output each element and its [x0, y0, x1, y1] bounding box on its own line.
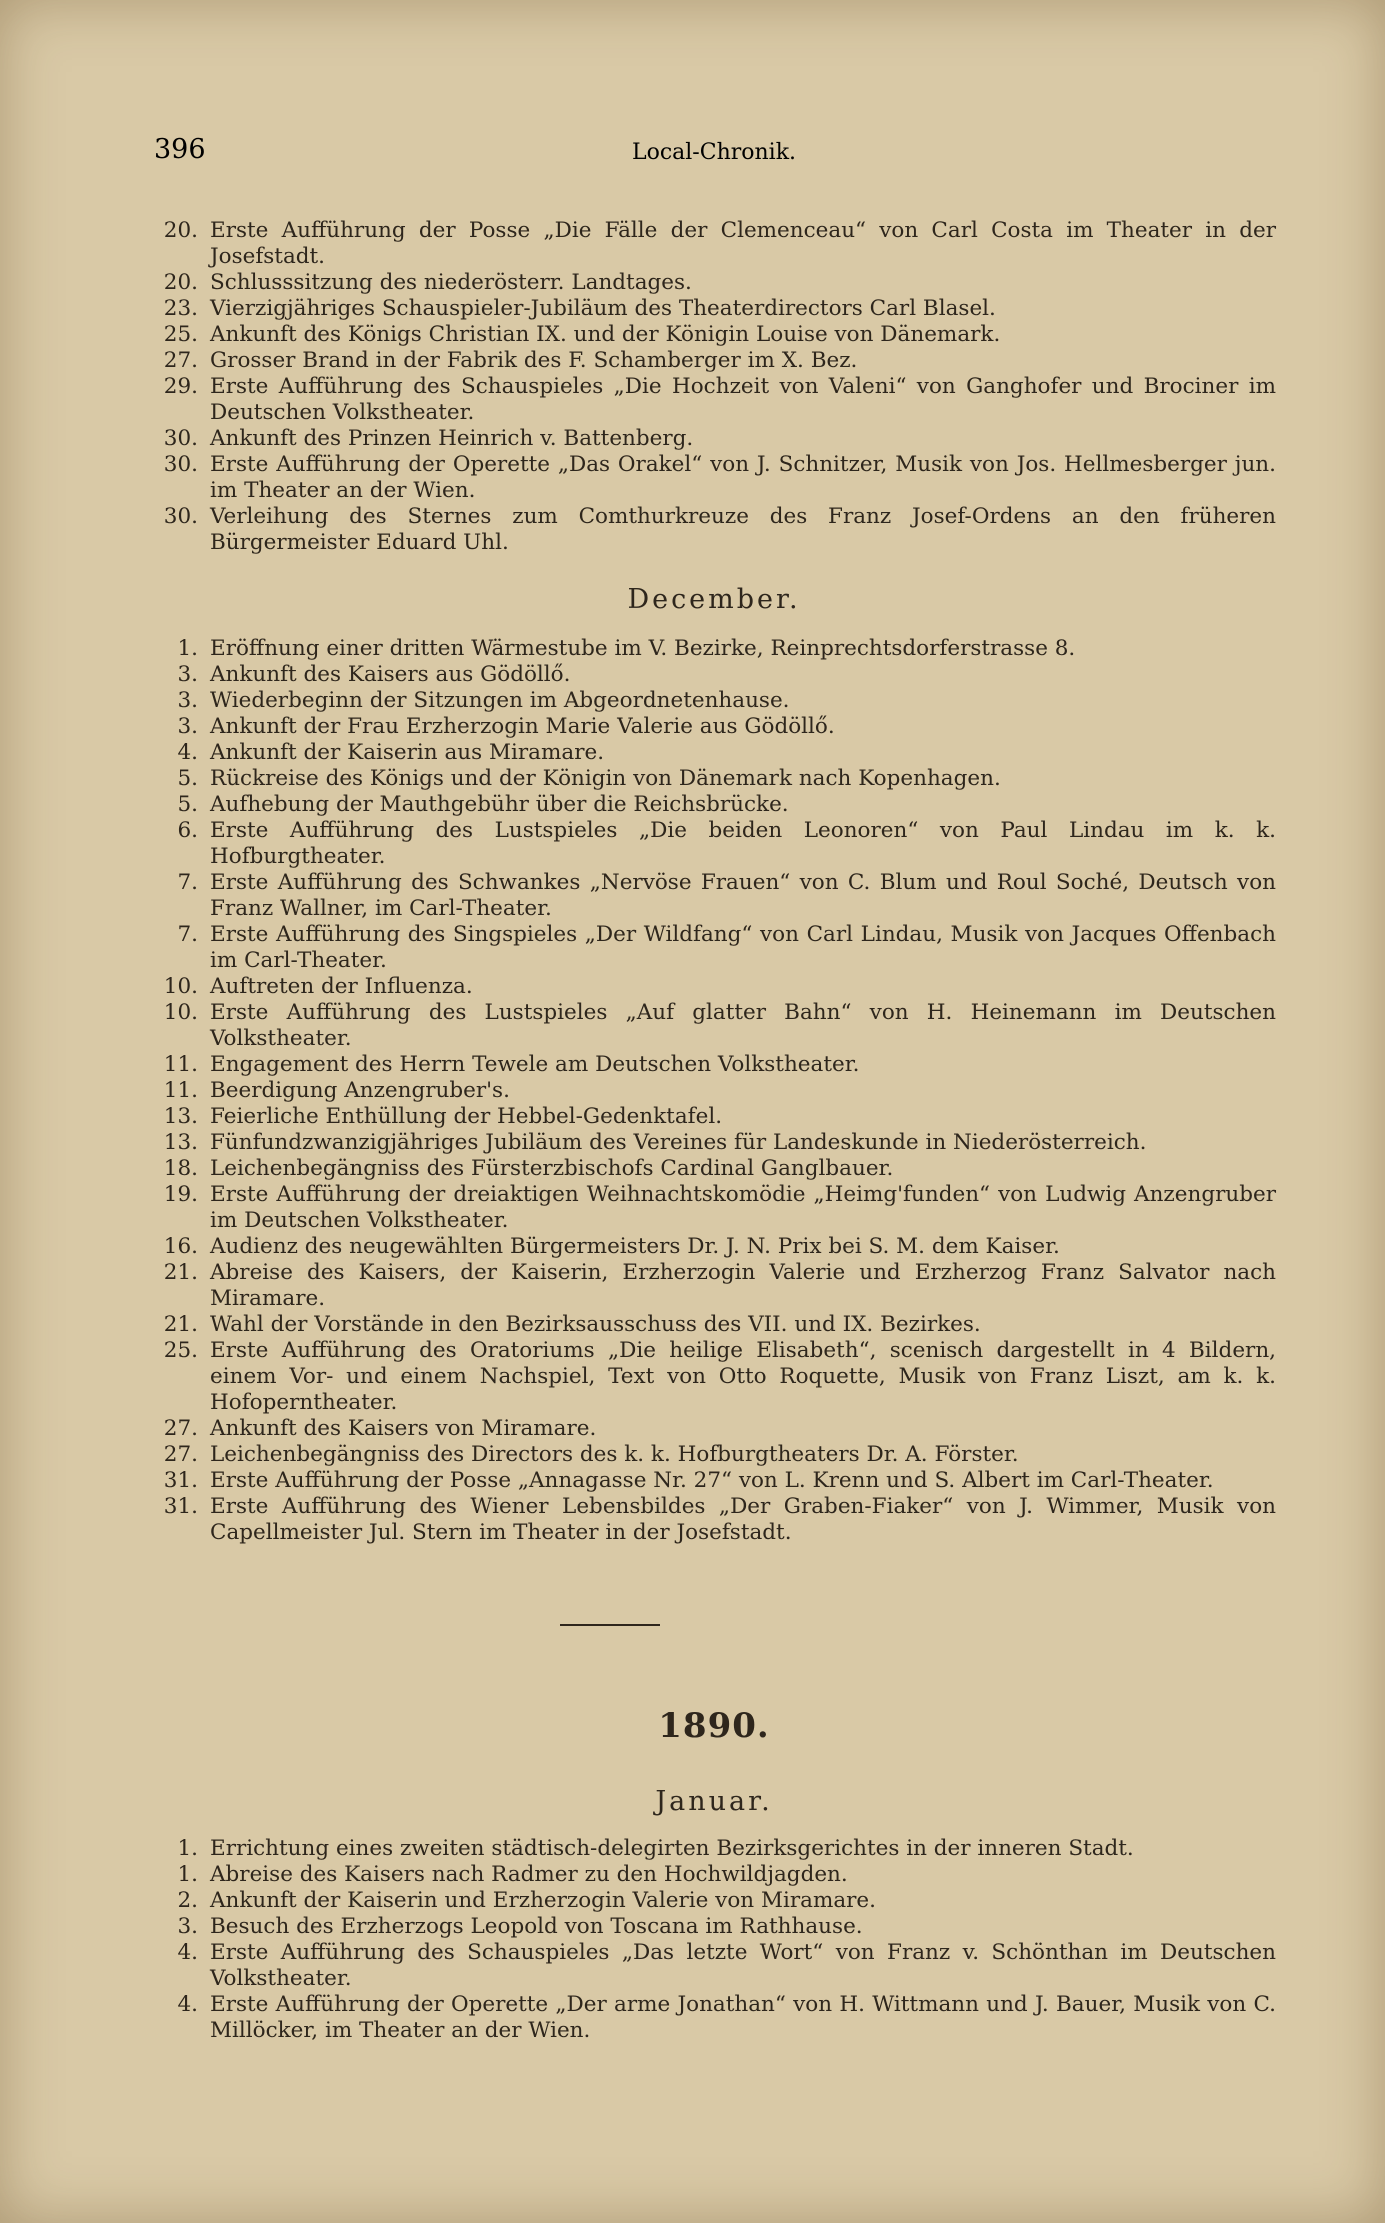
entry-text: Erste Aufführung des Lustspieles „Auf glatter Bahn“ von H. Heinemann im Deutschen Volkstheater.: [210, 1000, 1276, 1051]
chronicle-entry: [152, 1494, 1276, 1546]
entry-text: Erste Aufführung des Schauspieles „Das letzte Wort“ von Franz v. Schönthan im Deutschen Volkstheater.: [210, 1940, 1276, 1991]
chronicle-entry: [152, 1104, 1276, 1130]
entry-text: Rückreise des Königs und der Königin von Dänemark nach Kopenhagen.: [210, 766, 1001, 791]
chronicle-entry: [152, 1156, 1276, 1182]
entry-text: Ankunft der Kaiserin und Erzherzogin Valerie von Miramare.: [210, 1888, 876, 1913]
chronicle-entry: [152, 662, 1276, 688]
entry-day: 6.: [177, 818, 198, 843]
entry-day: 29.: [163, 374, 198, 399]
entry-day: 11.: [163, 1078, 198, 1103]
year-heading: 1890.: [658, 1706, 770, 1746]
chronicle-entry: [152, 1992, 1276, 2044]
chronicle-entry: [152, 688, 1276, 714]
page-header: [152, 134, 1276, 174]
entry-day: 13.: [163, 1130, 198, 1155]
entry-text: Audienz des neugewählten Bürgermeisters Dr. J. N. Prix bei S. M. dem Kaiser.: [210, 1234, 1060, 1259]
chronicle-entry: [152, 636, 1276, 662]
chronicle-entry: [152, 1940, 1276, 1992]
entry-day: 27.: [163, 348, 198, 373]
entry-day: 30.: [163, 504, 198, 529]
entry-text: Erste Aufführung des Schwankes „Nervöse Frauen“ von C. Blum und Roul Soché, Deutsch von Franz Wallner, im Carl-Theater.: [210, 870, 1276, 921]
running-title: Local-Chronik.: [631, 140, 797, 165]
chronicle-entry: [152, 1078, 1276, 1104]
entry-text: Feierliche Enthüllung der Hebbel-Gedenktafel.: [210, 1104, 723, 1129]
chronicle-entry: [152, 348, 1276, 374]
entry-text: Beerdigung Anzengruber's.: [210, 1078, 510, 1103]
chronicle-entry: [152, 922, 1276, 974]
entry-text: Erste Aufführung der dreiaktigen Weihnachtskomödie „Heimg'funden“ von Ludwig Anzengruber im Deutschen Volkstheater.: [210, 1182, 1276, 1233]
entry-text: Erste Aufführung der Operette „Das Orakel“ von J. Schnitzer, Musik von Jos. Hellmesberger jun. im Theater an der Wien.: [210, 452, 1276, 503]
december-heading: December.: [627, 584, 801, 615]
chronicle-entry: [152, 740, 1276, 766]
entry-text: Erste Aufführung des Wiener Lebensbildes „Der Graben-Fiaker“ von J. Wimmer, Musik von Capellmeister Jul. Stern im Theater in der Josefstadt.: [210, 1494, 1276, 1545]
entry-text: Vierzigjähriges Schauspieler-Jubiläum des Theaterdirectors Carl Blasel.: [210, 296, 996, 321]
entry-day: 1.: [177, 1862, 198, 1887]
chronicle-entry: [152, 974, 1276, 1000]
entry-text: Erste Aufführung der Posse „Die Fälle der Clemenceau“ von Carl Costa im Theater in der Josefstadt.: [210, 218, 1276, 269]
entry-day: 23.: [163, 296, 198, 321]
entry-text: Erste Aufführung des Singspieles „Der Wildfang“ von Carl Lindau, Musik von Jacques Offenbach im Carl-Theater.: [210, 922, 1276, 973]
chronicle-entry: [152, 1234, 1276, 1260]
chronicle-entry: [152, 714, 1276, 740]
chronicle-entry: [152, 1182, 1276, 1234]
chronicle-entry: [152, 1416, 1276, 1442]
entry-day: 25.: [163, 322, 198, 347]
chronicle-entry: [152, 1888, 1276, 1914]
page-number: 396: [154, 134, 206, 165]
entry-text: Schlusssitzung des niederösterr. Landtages.: [210, 270, 692, 295]
chronicle-entry: [152, 870, 1276, 922]
entry-text: Errichtung eines zweiten städtisch-delegirten Bezirksgerichtes in der inneren Stadt.: [210, 1836, 1134, 1861]
entry-day: 19.: [163, 1182, 198, 1207]
chronicle-entry: [152, 1338, 1276, 1416]
chronicle-entry: [152, 766, 1276, 792]
entry-text: Leichenbegängniss des Fürsterzbischofs Cardinal Ganglbauer.: [210, 1156, 894, 1181]
entry-text: Wahl der Vorstände in den Bezirksausschuss des VII. und IX. Bezirkes.: [210, 1312, 981, 1337]
section-divider: [560, 1624, 660, 1626]
chronicle-entry: [152, 1000, 1276, 1052]
entry-text: Ankunft der Frau Erzherzogin Marie Valerie aus Gödöllő.: [210, 714, 835, 739]
entry-text: Aufhebung der Mauthgebühr über die Reichsbrücke.: [210, 792, 789, 817]
entry-text: Ankunft des Kaisers aus Gödöllő.: [210, 662, 571, 687]
entry-text: Ankunft des Prinzen Heinrich v. Battenberg.: [210, 426, 694, 451]
entry-day: 27.: [163, 1442, 198, 1467]
entry-text: Auftreten der Influenza.: [210, 974, 473, 999]
chronicle-entry: [152, 374, 1276, 426]
entry-day: 3.: [177, 688, 198, 713]
chronicle-entry: [152, 452, 1276, 504]
entry-day: 20.: [163, 270, 198, 295]
entry-text: Engagement des Herrn Tewele am Deutschen Volkstheater.: [210, 1052, 860, 1077]
entry-day: 16.: [163, 1234, 198, 1259]
chronicle-entry: [152, 818, 1276, 870]
entry-text: Erste Aufführung des Schauspieles „Die Hochzeit von Valeni“ von Ganghofer und Brociner im Deutschen Volkstheater.: [210, 374, 1276, 425]
entry-day: 21.: [163, 1312, 198, 1337]
entry-day: 7.: [177, 870, 198, 895]
entry-text: Wiederbeginn der Sitzungen im Abgeordnetenhause.: [210, 688, 790, 713]
entry-day: 21.: [163, 1260, 198, 1285]
chronicle-entry: [152, 1468, 1276, 1494]
chronicle-entry: [152, 1312, 1276, 1338]
entry-day: 10.: [163, 974, 198, 999]
entry-day: 4.: [177, 1940, 198, 1965]
entry-day: 27.: [163, 1416, 198, 1441]
chronicle-entry: [152, 296, 1276, 322]
entry-day: 1.: [177, 1836, 198, 1861]
entry-day: 3.: [177, 662, 198, 687]
januar-entries: [152, 1836, 1276, 2044]
entry-day: 25.: [163, 1338, 198, 1363]
entry-text: Eröffnung einer dritten Wärmestube im V. Bezirke, Reinprechtsdorferstrasse 8.: [210, 636, 1076, 661]
entry-text: Ankunft des Königs Christian IX. und der Königin Louise von Dänemark.: [210, 322, 1001, 347]
entry-day: 5.: [177, 792, 198, 817]
entry-day: 1.: [177, 636, 198, 661]
januar-heading: Januar.: [655, 1786, 773, 1817]
entry-text: Leichenbegängniss des Directors des k. k. Hofburgtheaters Dr. A. Förster.: [210, 1442, 1019, 1467]
entry-text: Erste Aufführung der Posse „Annagasse Nr. 27“ von L. Krenn und S. Albert im Carl-Theater.: [210, 1468, 1214, 1493]
entry-text: Ankunft der Kaiserin aus Miramare.: [210, 740, 605, 765]
chronicle-entry: [152, 792, 1276, 818]
entry-day: 3.: [177, 1914, 198, 1939]
chronicle-entry: [152, 1130, 1276, 1156]
entry-day: 31.: [163, 1468, 198, 1493]
chronicle-entry: [152, 1052, 1276, 1078]
entry-day: 7.: [177, 922, 198, 947]
entry-day: 4.: [177, 740, 198, 765]
chronicle-entry: [152, 1260, 1276, 1312]
chronicle-entry: [152, 322, 1276, 348]
chronicle-entry: [152, 1862, 1276, 1888]
entry-day: 30.: [163, 452, 198, 477]
entry-day: 5.: [177, 766, 198, 791]
entry-text: Erste Aufführung der Operette „Der arme Jonathan“ von H. Wittmann und J. Bauer, Musik von C. Millöcker, im Theater an der Wien.: [210, 1992, 1276, 2043]
entry-text: Abreise des Kaisers, der Kaiserin, Erzherzogin Valerie und Erzherzog Franz Salvator nach Miramare.: [210, 1260, 1276, 1311]
chronicle-entry: [152, 426, 1276, 452]
entry-day: 4.: [177, 1992, 198, 2017]
entry-day: 10.: [163, 1000, 198, 1025]
entry-text: Ankunft des Kaisers von Miramare.: [210, 1416, 597, 1441]
entry-day: 13.: [163, 1104, 198, 1129]
entry-text: Erste Aufführung des Oratoriums „Die heilige Elisabeth“, scenisch dargestellt in 4 Bildern, einem Vor- und einem Nachspiel, Text von Otto Roquette, Musik von Franz Liszt, am k. k. Hofoperntheater.: [210, 1338, 1276, 1415]
chronicle-entry: [152, 1442, 1276, 1468]
entry-text: Verleihung des Sternes zum Comthurkreuze des Franz Josef-Ordens an den früheren Bürgermeister Eduard Uhl.: [210, 504, 1276, 555]
chronicle-entry: [152, 270, 1276, 296]
chronicle-entry: [152, 1914, 1276, 1940]
entry-day: 31.: [163, 1494, 198, 1519]
entry-text: Erste Aufführung des Lustspieles „Die beiden Leonoren“ von Paul Lindau im k. k. Hofburgtheater.: [210, 818, 1276, 869]
entry-text: Fünfundzwanzigjähriges Jubiläum des Vereines für Landeskunde in Niederösterreich.: [210, 1130, 1147, 1155]
december-entries: [152, 636, 1276, 1546]
november-entries: [152, 218, 1276, 556]
entry-day: 20.: [163, 218, 198, 243]
chronicle-entry: [152, 504, 1276, 556]
entry-day: 18.: [163, 1156, 198, 1181]
entry-text: Grosser Brand in der Fabrik des F. Schamberger im X. Bez.: [210, 348, 858, 373]
entry-text: Besuch des Erzherzogs Leopold von Toscana im Rathhause.: [210, 1914, 863, 1939]
chronicle-entry: [152, 1836, 1276, 1862]
entry-day: 2.: [177, 1888, 198, 1913]
entry-text: Abreise des Kaisers nach Radmer zu den Hochwildjagden.: [210, 1862, 848, 1887]
entry-day: 3.: [177, 714, 198, 739]
chronicle-entry: [152, 218, 1276, 270]
entry-day: 11.: [163, 1052, 198, 1077]
entry-day: 30.: [163, 426, 198, 451]
